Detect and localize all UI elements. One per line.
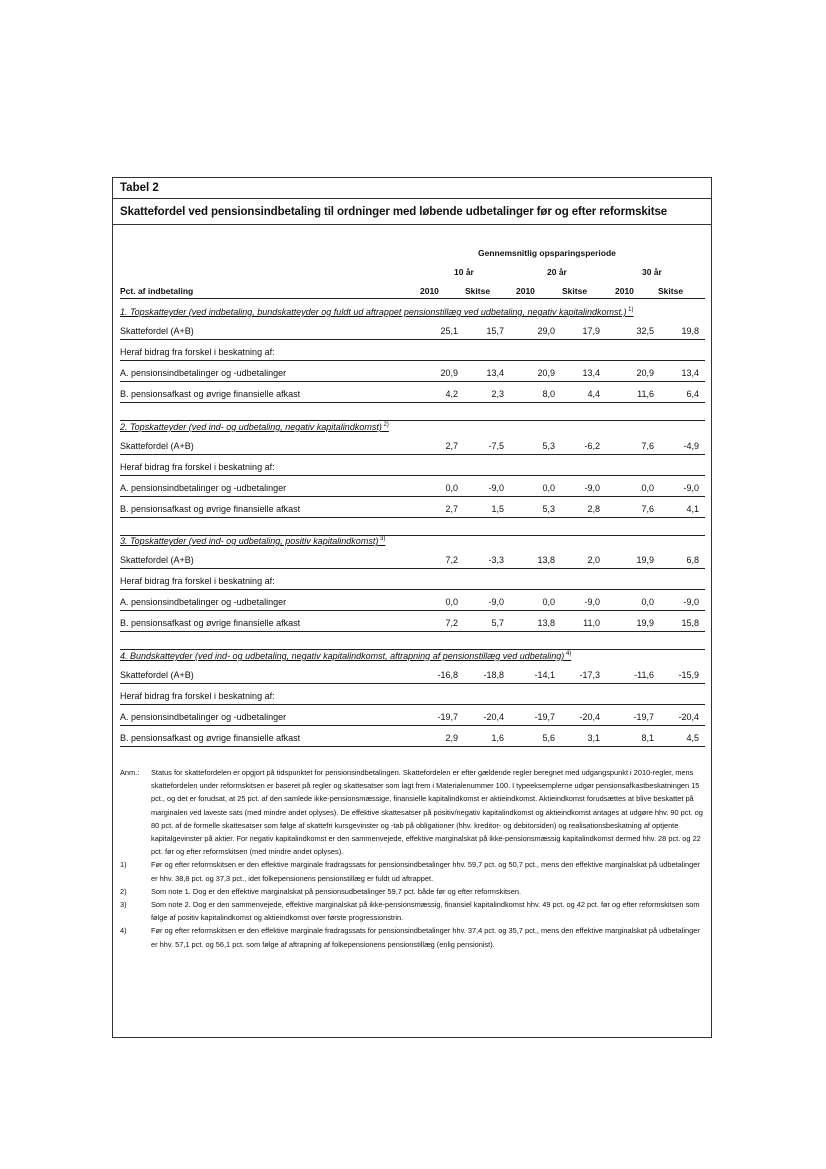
table-cell: 7,6 [641,441,654,451]
row-label: A. pensionsindbetalinger og -udbetalinger [120,483,287,493]
table-cell: -14,1 [534,670,555,680]
table-cell: 1,5 [491,504,504,514]
row-label: A. pensionsindbetalinger og -udbetalinger [120,368,287,378]
table-cell: 5,6 [542,733,555,743]
row-label: Skattefordel (A+B) [120,326,194,336]
header-divider [120,298,705,299]
table-cell: -19,7 [534,712,555,722]
row-divider [120,746,705,747]
note-text: Som note 1. Dog er den effektive marginalskat på pensionsudbetalinger 59,7 pct. både før og efter reformskitsen. [151,886,522,896]
period-group-header: Gennemsnitlig opsparingsperiode [478,248,616,258]
row-divider [120,704,705,705]
table-cell: 6,8 [686,555,699,565]
row-label: B. pensionsafkast og øvrige finansielle afkast [120,618,301,628]
table-cell: 8,1 [641,733,654,743]
table-cell: 13,8 [537,618,555,628]
note-key: Anm.: [120,768,140,777]
section-divider [120,420,705,421]
row-divider [120,402,705,403]
row-label: A. pensionsindbetalinger og -udbetalinger [120,597,287,607]
table-cell: 19,8 [681,326,699,336]
table-cell: 20,9 [636,368,654,378]
col-header-30-2010: 2010 [615,286,634,296]
title-divider-top [113,198,711,199]
section-title [120,536,385,546]
table-cell: 13,4 [486,368,504,378]
note-text: Status for skattefordelen er opgjort på tidspunktet for pensionsindbetalingen. Skattefordelen er efter gældende regler beregnet med udgangspunkt i 2010-regler, mens skattefordelen under reformskitsen er baseret på regler og skattesatser som lagt frem i Materialenummer 100. I typeeksemplerne udgør pensionsafkastbeskatningen 15 pct., og det er forudsat, at 25 pct. af den samlede ikke-pensionsmæssige, finansielle kapitalindkomst er aktieindkomst. Aktieindkomst forudsættes at blive beskattet på marginalen ved laveste sats (med mindre andet oplyses). De effektive skattesatser på positiv/negativ kapitalindkomst og aktieindkomst antages at udgøre hhv. 90 pct. og 80 pct. af de formelle skattesatser som følge af skattefri kursgevinster og -tab på obligationer (hhv. kreditor- og debitorsiden) og realisationsbeskatning af optjente kapitalgevinster på aktier. For negativ kapitalindkomst er den sammenvejede, effektive marginalskat på ikke-pensionsmæssig kapitalindkomst dermed hhv. 28 pct. og 22 pct. før og efter reformskitsen (med mindre andet oplyses). [151,768,703,857]
note-text: Før og efter reformskitsen er den effektive marginale fradragssats for pensionsindbetalinger hhv. 59,7 pct. og 50,7 pct., mens den effektive marginalskat på udbetalinger er hhv. 38,8 pct. og 37,3 pct., idet folkepensionens pensionstillæg er fuldt ud aftrappet. [151,860,700,883]
table-cell: -20,4 [579,712,600,722]
row-divider [120,475,705,476]
table-cell: -19,7 [633,712,654,722]
row-divider [120,496,705,497]
period-header-30: 30 år [642,267,662,277]
table-cell: 0,0 [445,483,458,493]
table-cell: 5,7 [491,618,504,628]
table-cell: 5,3 [542,441,555,451]
table-frame [112,177,712,1038]
title-divider-bottom [113,224,711,225]
col-header-20-skitse: Skitse [562,286,588,296]
table-cell: -9,0 [584,597,600,607]
table-cell: 4,5 [686,733,699,743]
section-title-text: 2. Topskatteyder (ved ind- og udbetaling, negativ kapitalindkomst) [120,422,382,432]
row-label-header: Pct. af indbetaling [120,286,194,296]
note-item [120,858,705,884]
row-divider [120,360,705,361]
row-label: Skattefordel (A+B) [120,555,194,565]
table-cell: 2,9 [445,733,458,743]
row-label: Heraf bidrag fra forskel i beskatning af: [120,691,275,701]
row-label: B. pensionsafkast og øvrige finansielle afkast [120,389,301,399]
table-cell: 2,8 [587,504,600,514]
row-label: B. pensionsafkast og øvrige finansielle afkast [120,504,301,514]
table-cell: -17,3 [579,670,600,680]
row-label: Skattefordel (A+B) [120,441,194,451]
section-note-ref: 2) [381,422,389,428]
table-cell: 0,0 [542,597,555,607]
row-label: Heraf bidrag fra forskel i beskatning af: [120,576,275,586]
row-divider [120,568,705,569]
table-cell: -4,9 [683,441,699,451]
row-label: Skattefordel (A+B) [120,670,194,680]
section-note-ref: 1) [626,307,634,313]
note-text: Som note 2. Dog er den sammenvejede, effektive marginalskat på ikke-pensionsmæssig, finansiel kapitalindkomst hhv. 49 pct. og 42 pct. før og efter reformskitsen som følge af positiv kapitalindkomst og aktieindkomst over første progressionstrin. [151,900,700,923]
table-cell: -9,0 [683,597,699,607]
table-cell: -15,9 [678,670,699,680]
section-note-ref: 3) [378,536,386,542]
table-cell: 17,9 [582,326,600,336]
table-cell: -9,0 [488,483,504,493]
period-header-20: 20 år [547,267,567,277]
notes [120,766,705,951]
table-cell: -7,5 [488,441,504,451]
table-cell: -20,4 [483,712,504,722]
table-cell: -9,0 [584,483,600,493]
table-cell: 19,9 [636,555,654,565]
table-cell: -3,3 [488,555,504,565]
table-cell: -20,4 [678,712,699,722]
row-label: B. pensionsafkast og øvrige finansielle afkast [120,733,301,743]
table-cell: 2,7 [445,504,458,514]
table-cell: 0,0 [641,597,654,607]
table-cell: 32,5 [636,326,654,336]
table-cell: -6,2 [584,441,600,451]
row-divider [120,454,705,455]
table-cell: 4,4 [587,389,600,399]
section-title-text: 3. Topskatteyder (ved ind- og udbetaling, positiv kapitalindkomst) [120,536,379,546]
section-title [120,651,571,661]
table-cell: 4,1 [686,504,699,514]
table-cell: 19,9 [636,618,654,628]
row-divider [120,631,705,632]
row-divider [120,610,705,611]
row-divider [120,339,705,340]
note-item [120,766,705,858]
table-cell: 0,0 [542,483,555,493]
table-cell: 1,6 [491,733,504,743]
table-cell: 3,1 [587,733,600,743]
row-label: A. pensionsindbetalinger og -udbetalinger [120,712,287,722]
table-cell: 5,3 [542,504,555,514]
table-cell: 13,8 [537,555,555,565]
table-cell: 7,2 [445,618,458,628]
row-divider [120,517,705,518]
table-cell: 2,7 [445,441,458,451]
table-cell: 7,2 [445,555,458,565]
table-cell: 25,1 [440,326,458,336]
table-title: Skattefordel ved pensionsindbetaling til ordninger med løbende udbetalinger før og efter reformskitse [120,206,668,218]
table-cell: 6,4 [686,389,699,399]
col-header-10-2010: 2010 [420,286,439,296]
table-cell: 4,2 [445,389,458,399]
note-item [120,924,705,950]
section-title-text: 1. Topskatteyder (ved indbetaling, bundskatteyder og fuldt ud aftrappet pensionstillæg ved udbetaling, negativ kapitalindkomst.) [120,307,627,317]
row-divider [120,725,705,726]
table-cell: 0,0 [445,597,458,607]
table-cell: -16,8 [437,670,458,680]
note-key: 2) [120,886,127,896]
table-cell: -18,8 [483,670,504,680]
row-divider [120,589,705,590]
section-note-ref: 4) [564,651,572,657]
table-cell: 15,8 [681,618,699,628]
row-divider [120,381,705,382]
table-cell: 0,0 [641,483,654,493]
table-cell: 2,0 [587,555,600,565]
table-cell: 11,6 [637,389,654,399]
row-label: Heraf bidrag fra forskel i beskatning af: [120,462,275,472]
col-header-30-skitse: Skitse [658,286,684,296]
col-header-20-2010: 2010 [516,286,535,296]
row-label: Heraf bidrag fra forskel i beskatning af: [120,347,275,357]
table-cell: 29,0 [537,326,555,336]
note-text: Før og efter reformskitsen er den effektive marginale fradragssats for pensionsindbetalinger hhv. 37,4 pct. og 35,7 pct., mens den effektive marginalskat på udbetalinger er hhv. 57,1 pct. og 56,1 pct. som følge af aftrapning af folkepensionens pensionstillæg (enlig pensionist). [151,926,700,949]
section-title [120,422,389,432]
table-cell: -19,7 [437,712,458,722]
table-label: Tabel 2 [120,182,159,194]
note-key: 1) [120,860,127,870]
note-key: 3) [120,900,127,910]
section-title-text: 4. Bundskatteyder (ved ind- og udbetaling, negativ kapitalindkomst, aftrapning af pensionstillæg ved udbetaling) [120,651,565,661]
period-header-10: 10 år [454,267,474,277]
table-cell: -9,0 [488,597,504,607]
table-cell: 2,3 [491,389,504,399]
note-item [120,885,705,898]
table-cell: 8,0 [542,389,555,399]
table-cell: 15,7 [486,326,504,336]
table-cell: 13,4 [681,368,699,378]
col-header-10-skitse: Skitse [465,286,491,296]
table-cell: 11,0 [583,618,600,628]
section-title [120,307,634,317]
table-cell: 20,9 [440,368,458,378]
note-key: 4) [120,926,127,936]
note-item [120,898,705,924]
table-cell: 20,9 [537,368,555,378]
section-divider [120,649,705,650]
row-divider [120,683,705,684]
table-cell: 13,4 [582,368,600,378]
table-cell: 7,6 [641,504,654,514]
table-cell: -9,0 [683,483,699,493]
table-cell: -11,6 [634,670,654,680]
